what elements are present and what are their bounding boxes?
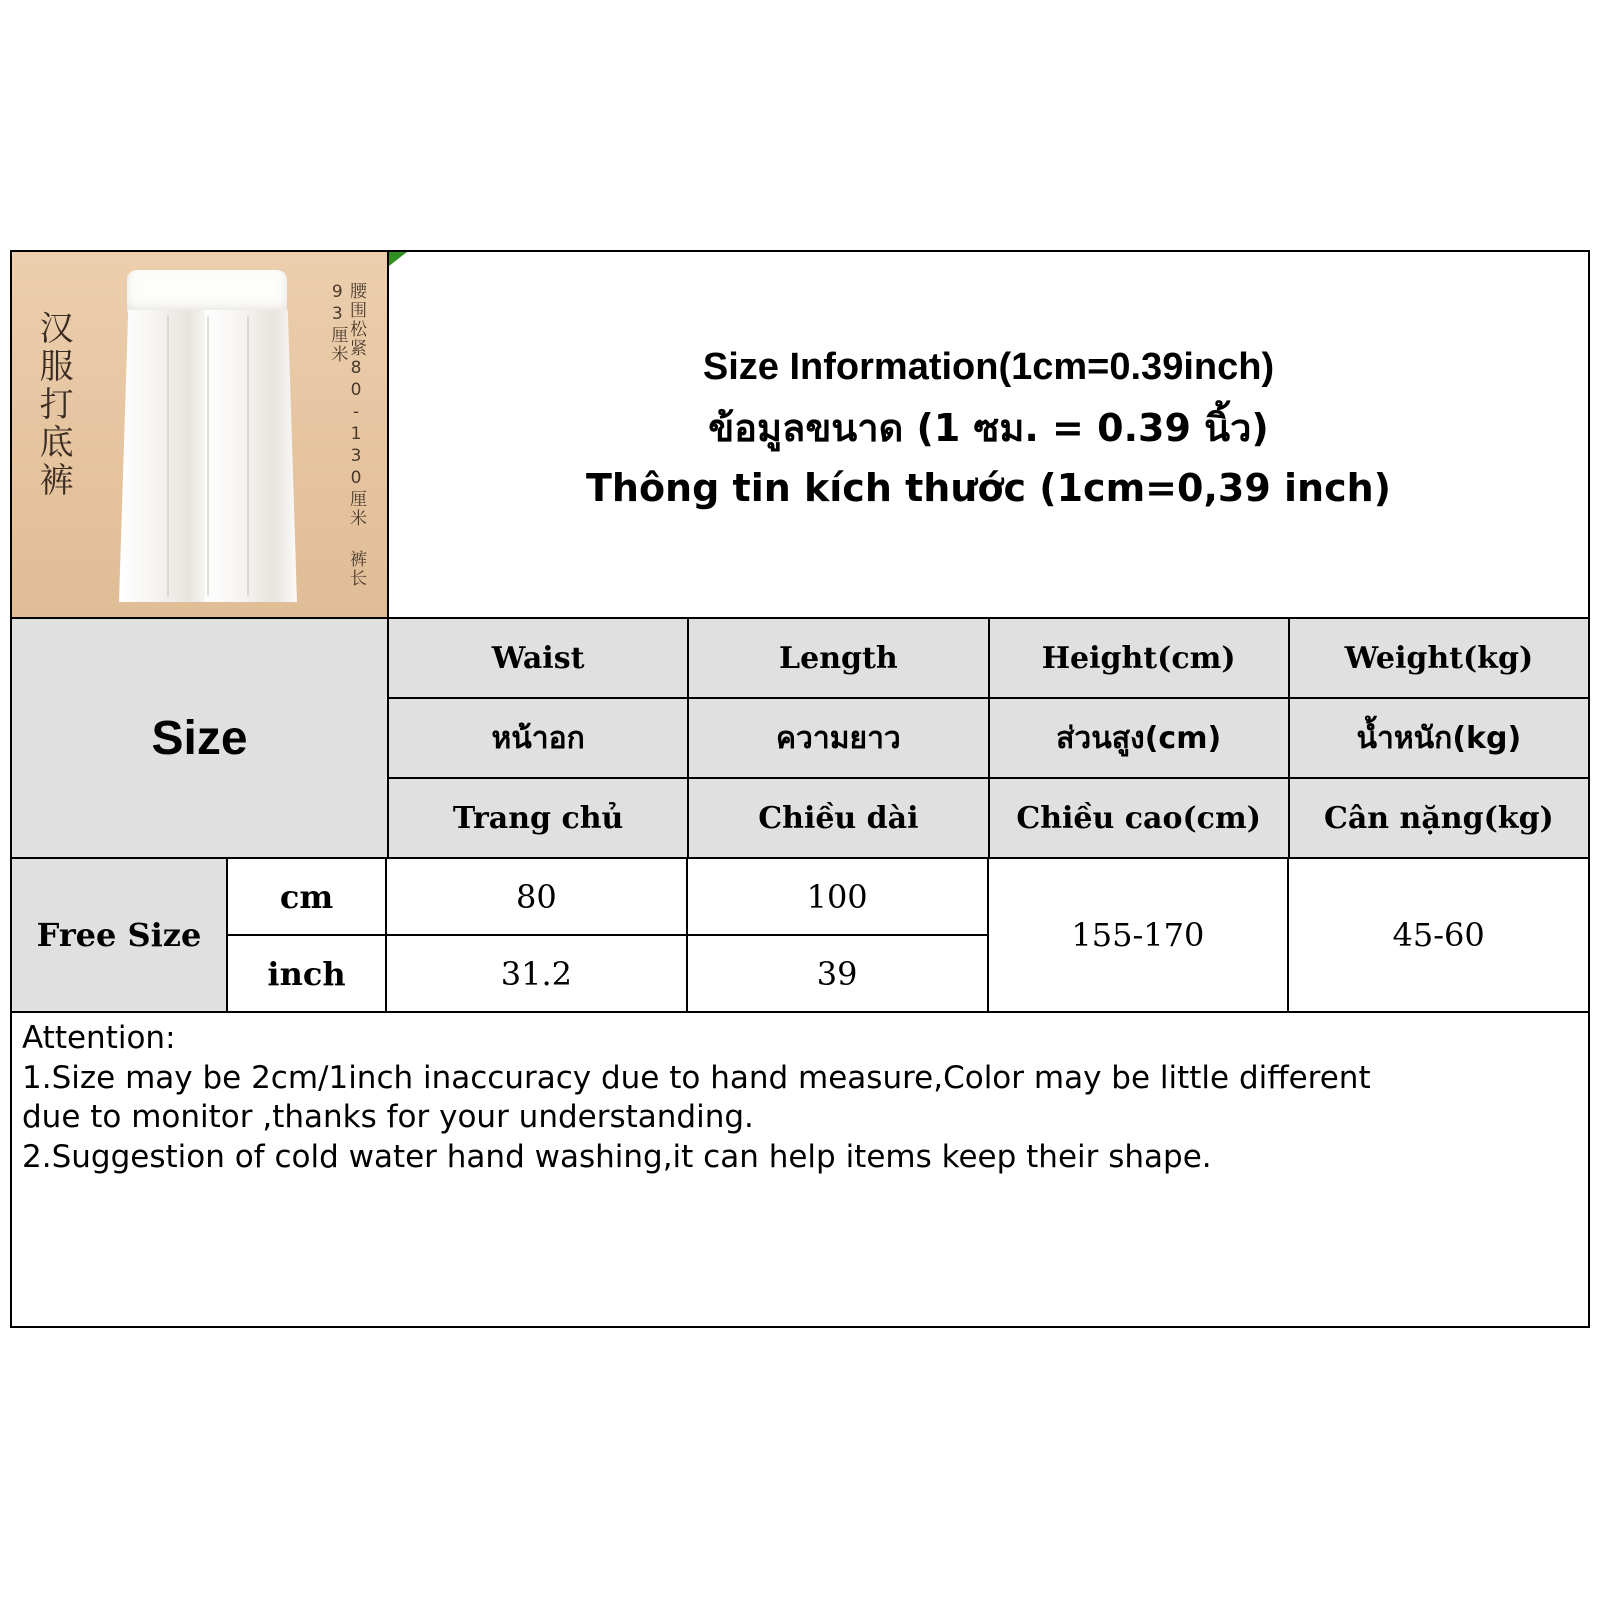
header-waist-th: หน้าอก [389,699,689,777]
header-waist-vi: Trang chủ [389,779,689,857]
title-english: Size Information(1cm=0.39inch) [702,345,1275,388]
waist-cm-value: 80 [387,859,686,936]
header-row-thai [389,699,1588,779]
height-value: 155-170 [989,859,1290,1011]
green-corner-marker [389,252,407,266]
header-waist-en: Waist [389,619,689,697]
header-row-vietnamese [389,779,1588,857]
length-cm-value: 100 [688,859,987,936]
attention-heading: Attention: [22,1020,176,1056]
waist-column [387,859,688,1011]
header-height-en: Height(cm) [990,619,1290,697]
header-columns [389,619,1588,857]
pants-fold-1 [167,316,169,596]
attention-line-1: 1.Size may be 2cm/1inch inaccuracy due to hand measure,Color may be little different [22,1059,1371,1096]
photo-right-caption: 腰围松紧80-130厘米 裤长93厘米 [327,282,366,588]
header-size-label: Size [12,619,389,857]
header-length-vi: Chiều dài [689,779,989,857]
unit-column [228,859,387,1011]
unit-cm: cm [228,859,385,936]
header-height-th: ส่วนสูง(cm) [990,699,1290,777]
title-vietnamese: Thông tin kích thước (1cm=0,39 inch) [585,465,1392,510]
photo-left-caption: 汉服打底裤 [33,310,74,500]
attention-line-2: due to monitor ,thanks for your understanding. [22,1099,754,1136]
header-length-th: ความยาว [689,699,989,777]
pants-fold-2 [207,316,209,596]
header-weight-vi: Cân nặng(kg) [1290,779,1588,857]
length-inch-value: 39 [816,954,858,993]
header-length-en: Length [689,619,989,697]
pants-waistband [127,270,287,314]
header-height-vi: Chiều cao(cm) [990,779,1290,857]
table-row [12,859,1588,1013]
product-photo [12,252,389,617]
waist-inch-value: 31.2 [500,954,572,993]
pants-right-leg [205,310,297,602]
pants-illustration [107,270,307,600]
header-row-english [389,619,1588,699]
chart-top-row [12,252,1588,619]
header-weight-th: น้ำหนัก(kg) [1290,699,1588,777]
title-block [389,252,1588,617]
attention-line-3: 2.Suggestion of cold water hand washing,it can help items keep their shape. [22,1139,1212,1176]
size-chart-sheet [10,250,1590,1328]
table-header [12,619,1588,859]
unit-inch: inch [267,954,346,993]
header-weight-en: Weight(kg) [1290,619,1588,697]
weight-value: 45-60 [1392,916,1485,954]
pants-left-leg [119,310,211,602]
length-column [688,859,989,1011]
pants-fold-3 [247,316,249,596]
title-thai: ข้อมูลขนาด (1 ซม. = 0.39 นิ้ว) [708,405,1269,450]
attention-block [12,1013,1588,1178]
row-label-free-size: Free Size [12,859,228,1011]
